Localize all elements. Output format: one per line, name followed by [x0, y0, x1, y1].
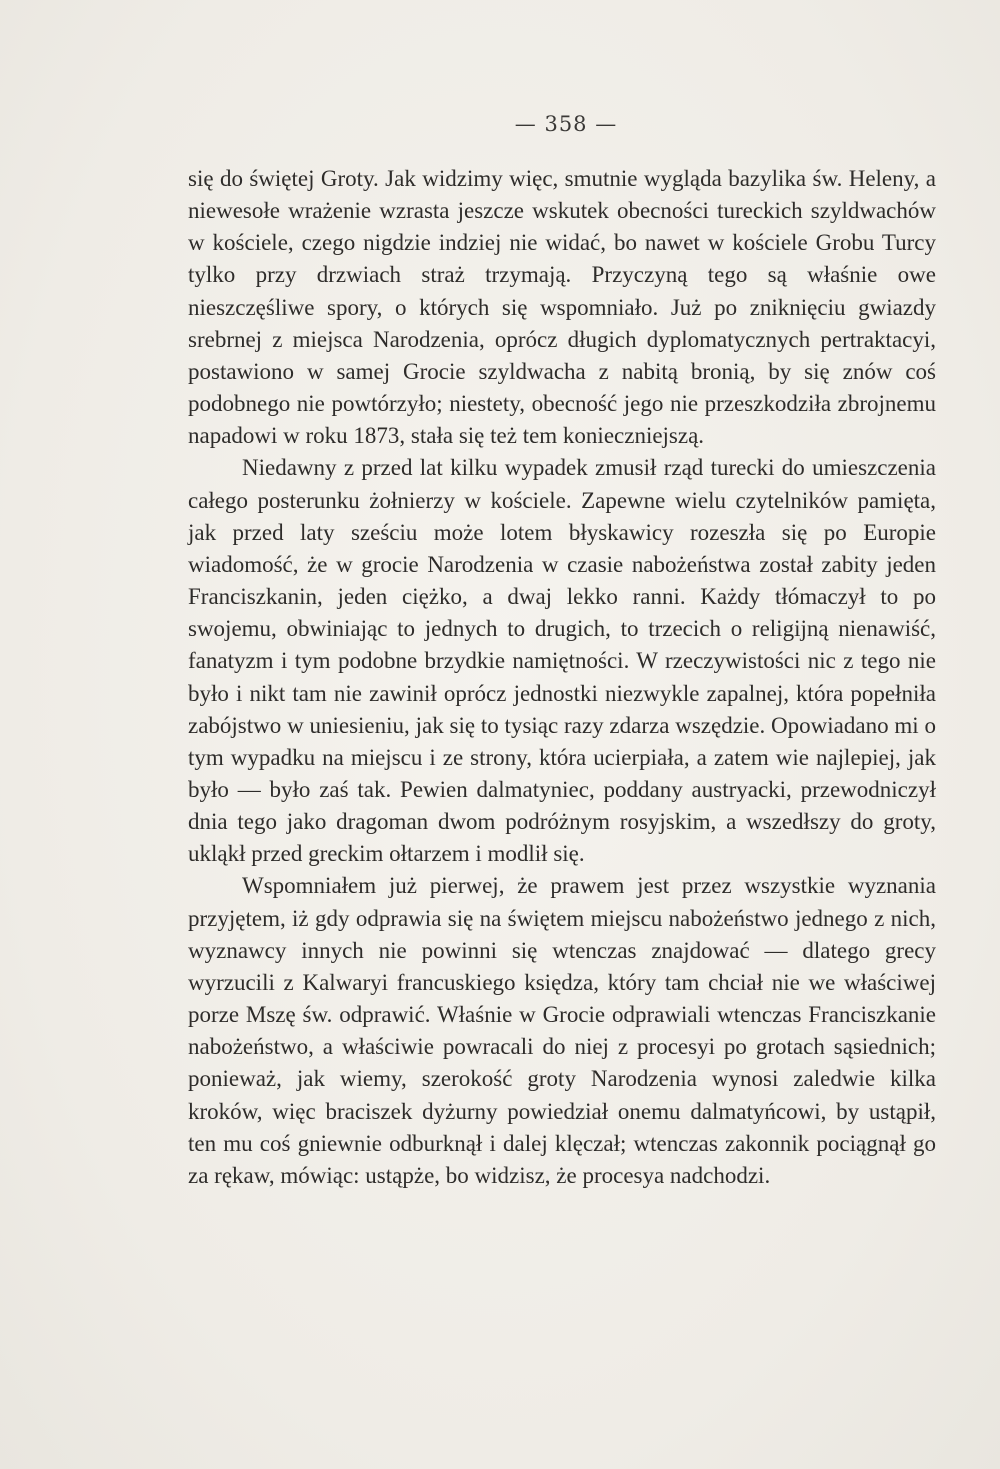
- paragraph-3: Wspomniałem już pierwej, że prawem jest przez wszystkie wyznania przyjętem, iż gdy odprawia się na świętem miejscu nabożeństwo jednego z nich, wyznawcy innych nie powinni się wtenczas znajdować — dlatego grecy wyrzucili z Kalwaryi francuskiego księdza, który tam chciał nie we właściwej porze Mszę św. odprawić. Właśnie w Grocie odprawiali wtenczas Franciszkanie nabożeństwo, a właściwie powracali do niej z procesyi po grotach sąsiednich; ponieważ, jak wiemy, szerokość groty Narodzenia wynosi zaledwie kilka kroków, więc braciszek dyżurny powiedział onemu dalmatyńcowi, by ustąpił, ten mu coś gniewnie odburknął i dalej klęczał; wtenczas zakonnik pociągnął go za rękaw, mówiąc: ustąpże, bo widzisz, że procesya nadchodzi.: [188, 873, 936, 1188]
- body-text: [188, 163, 936, 1192]
- paragraph-1: się do świętej Groty. Jak widzimy więc, smutnie wygląda bazylika św. Heleny, a niewesołe wrażenie wzrasta jeszcze wskutek obecności tureckich szyldwachów w kościele, czego nigdzie indziej nie widać, bo nawet w kościele Grobu Turcy tylko przy drzwiach straż trzymają. Przyczyną tego są właśnie owe nieszczęśliwe spory, o których się wspomniało. Już po zniknięciu gwiazdy srebrnej z miejsca Narodzenia, oprócz długich dyplomatycznych pertraktacyi, postawiono w samej Grocie szyldwacha z nabitą bronią, by się znów coś podobnego nie powtórzyło; niestety, obecność jego nie przeszkodziła zbrojnemu napadowi w roku 1873, stała się też tem konieczniejszą.: [188, 166, 936, 449]
- paragraph-2: Niedawny z przed lat kilku wypadek zmusił rząd turecki do umieszczenia całego posterunku żołnierzy w kościele. Zapewne wielu czytelników pamięta, jak przed laty sześciu może lotem błyskawicy rozeszła się po Europie wiadomość, że w grocie Narodzenia w czasie nabożeństwa został zabity jeden Franciszkanin, jeden ciężko, a dwaj lekko ranni. Każdy tłómaczył to po swojemu, obwiniając to jednych to drugich, to trzecich o religijną nienawiść, fanatyzm i tym podobne brzydkie namiętności. W rzeczywistości nic z tego nie było i nikt tam nie zawinił oprócz jednostki niezwykle zapalnej, która popełniła zabójstwo w uniesieniu, jak się to tysiąc razy zdarza wszędzie. Opowiadano mi o tym wypadku na miejscu i ze strony, która ucierpiała, a zatem wie najlepiej, jak było — było zaś tak. Pewien dalmatyniec, poddany austryacki, przewodniczył dnia tego jako dragoman dwom podróżnym rosyjskim, a wszedłszy do groty, ukląkł przed greckim ołtarzem i modlił się.: [188, 455, 936, 867]
- page-number: — 358 —: [514, 112, 618, 136]
